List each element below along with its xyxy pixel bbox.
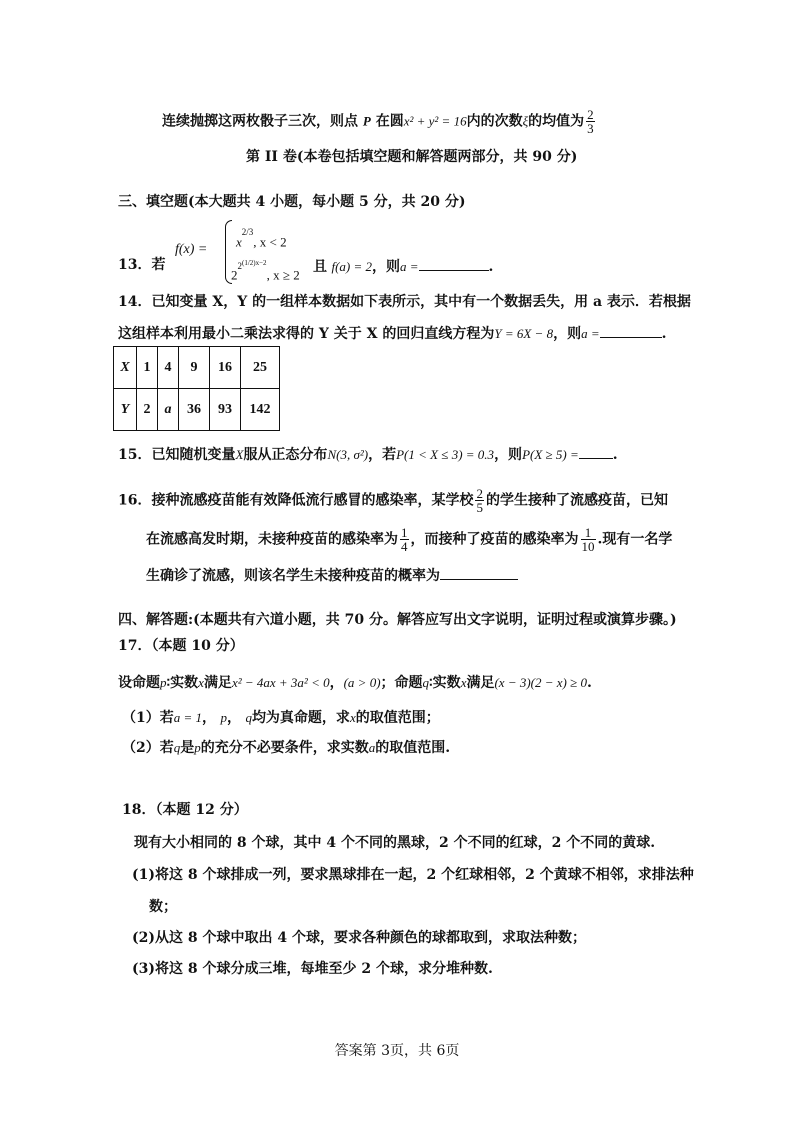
table-cell: 16 [210,347,241,389]
q13-answer-blank[interactable] [419,256,489,271]
section4-heading: 四、解答题:(本题共有六道小题，共 70 分。解答应写出文字说明，证明过程或演算步骤。) [118,612,677,628]
q13-a-eq: a = [400,259,419,274]
q17-sub-2 [122,739,450,757]
q14-then: ，则 [553,326,582,342]
table-cell: 1 [137,347,158,389]
q17-text: （2）若 [122,740,174,756]
table-cell: 142 [241,389,280,431]
top-text-4: 的均值为 [528,113,585,130]
q15-text-1: 服从正态分布 [243,447,328,463]
top-line [162,108,597,135]
q16-line-2 [146,526,672,553]
q13-and: 且 [313,259,327,275]
regression-equation: Y = 6X − 8 [494,326,554,341]
table-cell: Y [114,389,137,431]
top-text-3: 内的次数 [466,113,523,130]
variable-x: x [349,710,356,725]
case2-base: 2 [231,267,238,283]
inequality-q: (x − 3)(2 − x) ≥ 0 [494,675,588,690]
proposition-q: q [173,740,181,755]
q15-text-3: ，则 [494,447,523,463]
inequality-p: x² − 4ax + 3a² < 0 [231,675,330,690]
frac-numerator: 1 [401,525,408,540]
proposition-p: p [220,710,227,725]
a-equals-one: a = 1 [173,710,203,725]
q13-case-1 [236,229,287,251]
q17-text: 是 [180,740,195,756]
q13-number: 13．若 [118,257,166,273]
proposition-p: p [194,740,201,755]
q16-text-4: ，而接种了疫苗的感染率为 [410,531,579,548]
q18-heading: 18．（本题 12 分） [122,802,248,818]
variable-a: a [368,740,376,755]
case1-condition: , x < 2 [253,234,287,250]
table-row [114,389,280,431]
q17-text: 的充分不必要条件，求实数 [200,740,369,756]
table-cell: 36 [179,389,210,431]
point-p: P [362,113,371,129]
q15-text-2: ，若 [368,447,397,463]
q14-line-2 [118,323,666,343]
q16-text-2: 的学生接种了流感疫苗，已知 [485,492,668,509]
q17-text: （1）若 [122,710,174,726]
circle-equation: x² + y² = 16 [403,113,467,129]
q17-heading: 17．（本题 10 分） [118,638,244,654]
q18-sub-1: (1)将这 8 个球排成一列，要求黑球排在一起，2 个红球相邻，2 个黄球不相邻，求排法种 [132,867,694,883]
q14-line2-text: 这组样本利用最小二乘法求得的 Y 关于 X 的回归直线方程为 [118,326,495,342]
table-cell: X [114,347,137,389]
q13-function-name: f(x) = [175,242,208,257]
proposition-q: q [245,710,252,725]
frac-denominator: 4 [401,539,408,554]
part2-title: 第 II 卷(本卷包括填空题和解答题两部分，共 90 分) [246,149,578,165]
variable-x: x [460,675,467,690]
fraction-one-quarter [400,526,409,553]
frac-denominator: 5 [476,500,483,515]
table-row [114,347,280,389]
q13-tail [313,256,493,276]
case2-condition: , x ≥ 2 [266,267,300,283]
q17-text: 设命题 [118,675,160,691]
q13-case-2 [231,259,300,284]
q14-a-eq: a = [581,326,600,341]
q16-text-3: 在流感高发时期，未接种疫苗的感染率为 [146,531,398,548]
normal-distribution: N(3, σ²) [327,447,369,462]
section3-heading: 三、填空题(本大题共 4 小题，每小题 5 分，共 20 分) [118,194,466,210]
q16-line-1 [118,487,668,514]
fraction-two-thirds [586,108,595,135]
q17-text: . [587,675,592,691]
variable-x: x [198,675,204,690]
q15-period: . [612,447,618,463]
variable-x: X [235,447,244,462]
q17-text: 均为真命题，求 [251,710,350,726]
q13-period: . [488,259,494,275]
frac-numerator: 1 [581,526,596,540]
q17-text: ；命题 [380,675,423,691]
q14-period: . [661,326,667,342]
q17-text: ∶实数 [166,675,199,691]
sample-data-table [113,346,280,431]
q17-sub-1 [122,709,440,727]
page-footer: 答案第 3页，共 6页 [334,1043,460,1059]
q17-text: 满足 [203,675,232,691]
q16-text-5: .现有一名学 [597,531,673,548]
q17-text: ， [202,710,217,726]
q18-sub-1-cont: 数； [149,899,177,915]
table-cell: 2 [137,389,158,431]
q15-number: 15．已知随机变量 [118,447,236,463]
frac-numerator: 2 [587,107,594,122]
case2-exp-base: 2 [237,261,242,271]
q17-text: ∶实数 [429,675,461,691]
case2-exp-exp: (1/2)x−2 [242,259,267,267]
frac-denominator: 3 [587,121,594,136]
q17-premise [118,674,592,692]
q17-text: ， [226,710,241,726]
table-cell: 93 [210,389,241,431]
q15-ask-prob: P(X ≥ 5) = [522,447,579,462]
q17-text: 的取值范围； [355,710,440,726]
q18-intro: 现有大小相同的 8 个球，其中 4 个不同的黑球，2 个不同的红球，2 个不同的黄球. [134,835,656,851]
fraction-two-fifths [475,487,484,514]
table-cell: 4 [158,347,179,389]
fraction-one-tenth [581,526,596,553]
q17-text: 的取值范围. [375,740,451,756]
case1-exponent: 2/3 [241,227,254,237]
q18-sub-3: (3)将这 8 个球分成三堆，每堆至少 2 个球，求分堆种数. [132,961,493,977]
top-text-2: 在圆 [370,113,404,130]
q16-text-6: 生确诊了流感，则该名学生未接种疫苗的概率为 [146,568,440,584]
q17-text: 满足 [466,675,495,691]
q13-then: ，则 [372,259,400,275]
q13-condition: f(a) = 2 [331,259,372,274]
question-15 [118,444,618,464]
q16-line-3 [146,565,518,585]
xi-symbol: ξ [522,113,529,129]
top-text: 连续抛掷这两枚骰子三次，则点 [162,113,363,130]
q15-answer-blank[interactable] [579,444,613,459]
proposition-q: q [422,675,430,690]
frac-denominator: 10 [581,539,595,554]
case1-base: x [236,234,242,250]
table-cell: 9 [179,347,210,389]
q14-answer-blank[interactable] [600,323,662,338]
proposition-p: p [160,675,167,690]
q16-answer-blank[interactable] [440,565,518,580]
q15-given-prob: P(1 < X ≤ 3) = 0.3 [396,447,495,462]
condition-a-positive: (a > 0) [343,675,381,690]
frac-numerator: 2 [476,486,483,501]
q14-line-1: 14．已知变量 X，Y 的一组样本数据如下表所示，其中有一个数据丢失，用 a 表示．若根据 [118,294,691,310]
table-cell: a [158,389,179,431]
q16-text-1: 16．接种流感疫苗能有效降低流行感冒的感染率，某学校 [118,492,474,509]
q18-sub-2: (2)从这 8 个球中取出 4 个球，要求各种颜色的球都取到，求取法种数； [132,930,586,946]
q17-text: ， [329,675,344,691]
table-cell: 25 [241,347,280,389]
